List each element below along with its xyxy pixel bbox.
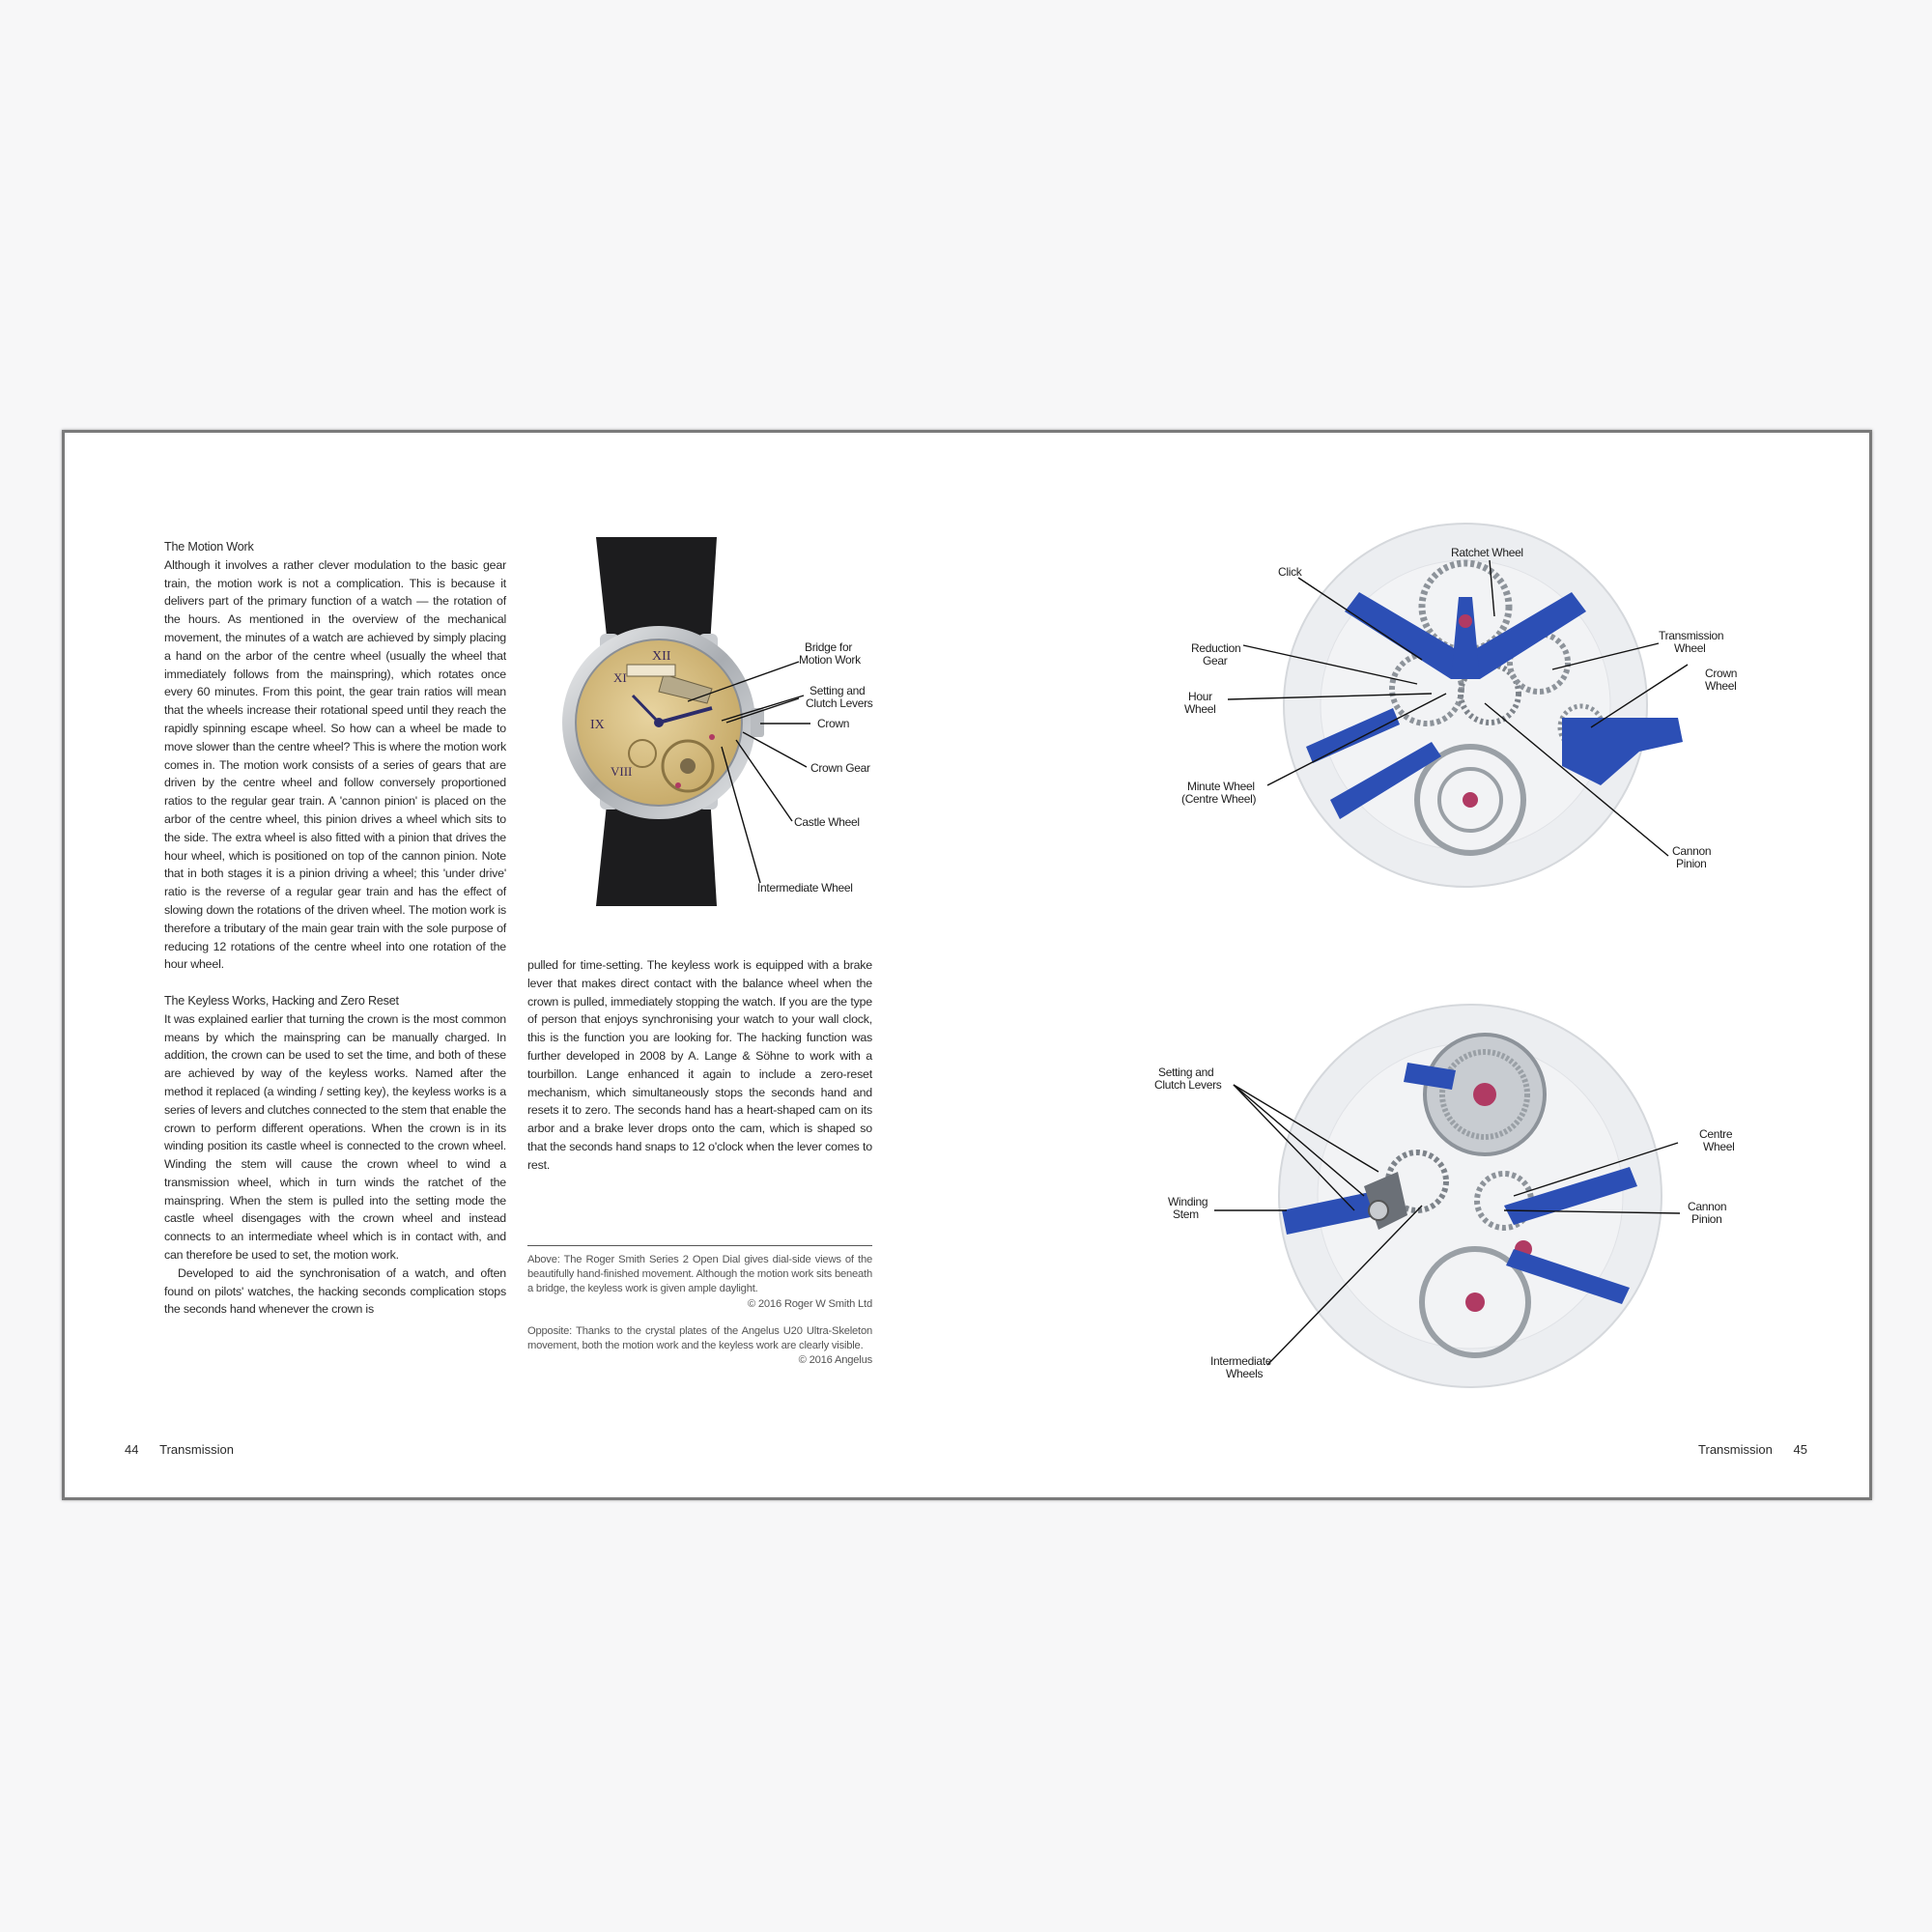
svg-text:XI: XI xyxy=(613,670,627,685)
label-crown: Crown xyxy=(817,717,850,730)
svg-text:VIII: VIII xyxy=(611,764,633,779)
body-paragraph: It was explained earlier that turning the crown is the most common means by which the mainspring can be manually charged. In addition, the crown can be used to set the time, and both of these are achieved by way of the keyless works. Named after the method it replaced (a winding / setting key), the keyless works is a series of levers and clutches connected to the stem that enable the crown to perform different operations. When the crown is in its winding position its castle wheel is connected to the crown wheel. Winding the stem will cause the crown wheel to wind a transmission wheel, which in turn winds the ratchet of the mainspring. When the stem is pulled into the setting mode the castle wheel disengages with the crown wheel and instead connects to an intermediate wheel which is in contact with, and can therefore be used to set, the motion work. xyxy=(164,1011,506,1263)
running-title: Transmission xyxy=(159,1442,234,1457)
page-number: 45 xyxy=(1793,1442,1807,1457)
movement-bottom-figure xyxy=(1089,993,1804,1408)
photo-credit: © 2016 Roger W Smith Ltd xyxy=(747,1297,872,1310)
label-crown-wheel: Wheel xyxy=(1705,679,1737,693)
label-reduction-gear: Gear xyxy=(1203,654,1228,668)
label-intermediate-wheel: Intermediate Wheel xyxy=(757,881,853,895)
caption-text: Above: The Roger Smith Series 2 Open Dial gives dial-side views of the beautifully hand-finished movement. Although the motion work sits beneath a bridge, the keyless work is given ample daylight. xyxy=(527,1254,872,1295)
label-setting-levers: Setting and xyxy=(1158,1065,1214,1079)
caption-opposite xyxy=(527,1324,872,1369)
book-spread xyxy=(62,430,1872,1500)
label-bridge: Bridge for xyxy=(805,640,853,654)
label-centre-wheel: Centre xyxy=(1699,1127,1733,1141)
label-cannon-pinion: Cannon xyxy=(1672,844,1712,858)
body-paragraph: Although it involves a rather clever modulation to the basic gear train, the motion work is not a complication. This is because it delivers part of the primary function of a watch — the rotation of the hours. As mentioned in the overview of the mechanical movement, the minutes of a watch are achieved by simply placing a hand on the arbor of the centre wheel (usually the wheel that immediately follows from the mainspring), which rotates once every 60 minutes. From this point, the gear train ratios will mean that the wheels increase their rotational speed until they reach the rapidly spinning escape wheel. So how can a wheel be made to move slower than the centre wheel? This is where the motion work comes in. The motion work consists of a series of gears that are driven by the centre wheel and follow conversely proportioned ratios to the regular gear train. A 'cannon pinion' is placed on the arbor of the centre wheel, this pinion drives a wheel which sits to the side. The extra wheel is also fitted with a pinion that drives the hour wheel, which is positioned on top of the cannon pinion. Note that in both stages it is a pinion driving a wheel; this 'under drive' ratio is the reverse of a regular gear train and has the effect of slowing down the rotations of the driven wheel. The motion work is therefore a tributary of the main gear train with the sole purpose of reducing 12 rotations of the centre wheel into one rotation of the hour wheel. xyxy=(164,557,506,972)
photo-credit: © 2016 Angelus xyxy=(798,1354,872,1367)
caption-above xyxy=(527,1253,872,1312)
section-heading: The Keyless Works, Hacking and Zero Reset xyxy=(164,993,399,1008)
label-setting-levers: Clutch Levers xyxy=(1154,1078,1222,1092)
label-transmission-wheel: Wheel xyxy=(1674,641,1706,655)
label-castle-wheel: Castle Wheel xyxy=(794,815,860,829)
label-centre-wheel: Wheel xyxy=(1703,1140,1735,1153)
label-intermediate-wheels: Intermediate xyxy=(1210,1354,1272,1368)
label-click: Click xyxy=(1278,565,1302,579)
label-minute-wheel: Minute Wheel xyxy=(1187,780,1255,793)
label-cannon-pinion: Pinion xyxy=(1676,857,1707,870)
body-paragraph: pulled for time-setting. The keyless work is equipped with a brake lever that makes direct contact with the balance wheel when the crown is pulled, immediately stopping the watch. If you are the type of person that enjoys synchronising your watch to your wall clock, this is the function you are looking for. The hacking function was further developed in 2008 by A. Lange & Söhne to work with a tourbillon. Lange enhanced it again to include a zero-reset mechanism, which simultaneously stops the seconds hand and resets it to zero. The seconds hand has a heart-shaped cam on its arbor and a brake lever drops onto the cam, which is shaped so that the seconds hand snaps to 12 o'clock when the lever comes to rest. xyxy=(527,958,872,1172)
movement-bottom-photo xyxy=(1279,1005,1662,1387)
watch-figure xyxy=(519,529,934,916)
label-intermediate-wheels: Wheels xyxy=(1226,1367,1264,1380)
label-hour-wheel: Hour xyxy=(1188,690,1212,703)
movement-top-photo xyxy=(1284,524,1683,887)
caption-text: Opposite: Thanks to the crystal plates of the Angelus U20 Ultra-Skeleton movement, both the motion work and the keyless work are clearly visible. xyxy=(527,1324,872,1352)
label-ratchet-wheel: Ratchet Wheel xyxy=(1451,546,1523,559)
folio-left xyxy=(125,1442,234,1457)
label-crown-wheel: Crown xyxy=(1705,667,1738,680)
label-minute-wheel: (Centre Wheel) xyxy=(1181,792,1257,806)
svg-text:IX: IX xyxy=(590,718,605,732)
label-reduction-gear: Reduction xyxy=(1191,641,1241,655)
text-column-left xyxy=(164,538,506,1319)
label-setting-levers: Setting and xyxy=(810,684,866,697)
svg-text:XII: XII xyxy=(652,649,671,664)
label-bridge: Motion Work xyxy=(799,653,861,667)
label-winding-stem: Stem xyxy=(1173,1208,1199,1221)
body-paragraph: Developed to aid the synchronisation of a watch, and often found on pilots' watches, the hacking seconds complication stops the seconds hand whenever the crown is xyxy=(164,1265,506,1317)
text-column-right xyxy=(527,956,872,1175)
label-cannon-pinion: Cannon xyxy=(1688,1200,1727,1213)
watch-photo xyxy=(562,537,764,906)
label-transmission-wheel: Transmission xyxy=(1659,629,1724,642)
folio-right xyxy=(1698,1442,1807,1457)
label-setting-levers: Clutch Levers xyxy=(806,696,873,710)
page-number: 44 xyxy=(125,1442,139,1457)
label-cannon-pinion: Pinion xyxy=(1691,1212,1722,1226)
label-crown-gear: Crown Gear xyxy=(810,761,870,775)
running-title: Transmission xyxy=(1698,1442,1773,1457)
label-hour-wheel: Wheel xyxy=(1184,702,1216,716)
section-heading: The Motion Work xyxy=(164,540,254,554)
movement-top-figure xyxy=(1098,500,1794,906)
captions xyxy=(527,1245,872,1368)
label-winding-stem: Winding xyxy=(1168,1195,1208,1208)
